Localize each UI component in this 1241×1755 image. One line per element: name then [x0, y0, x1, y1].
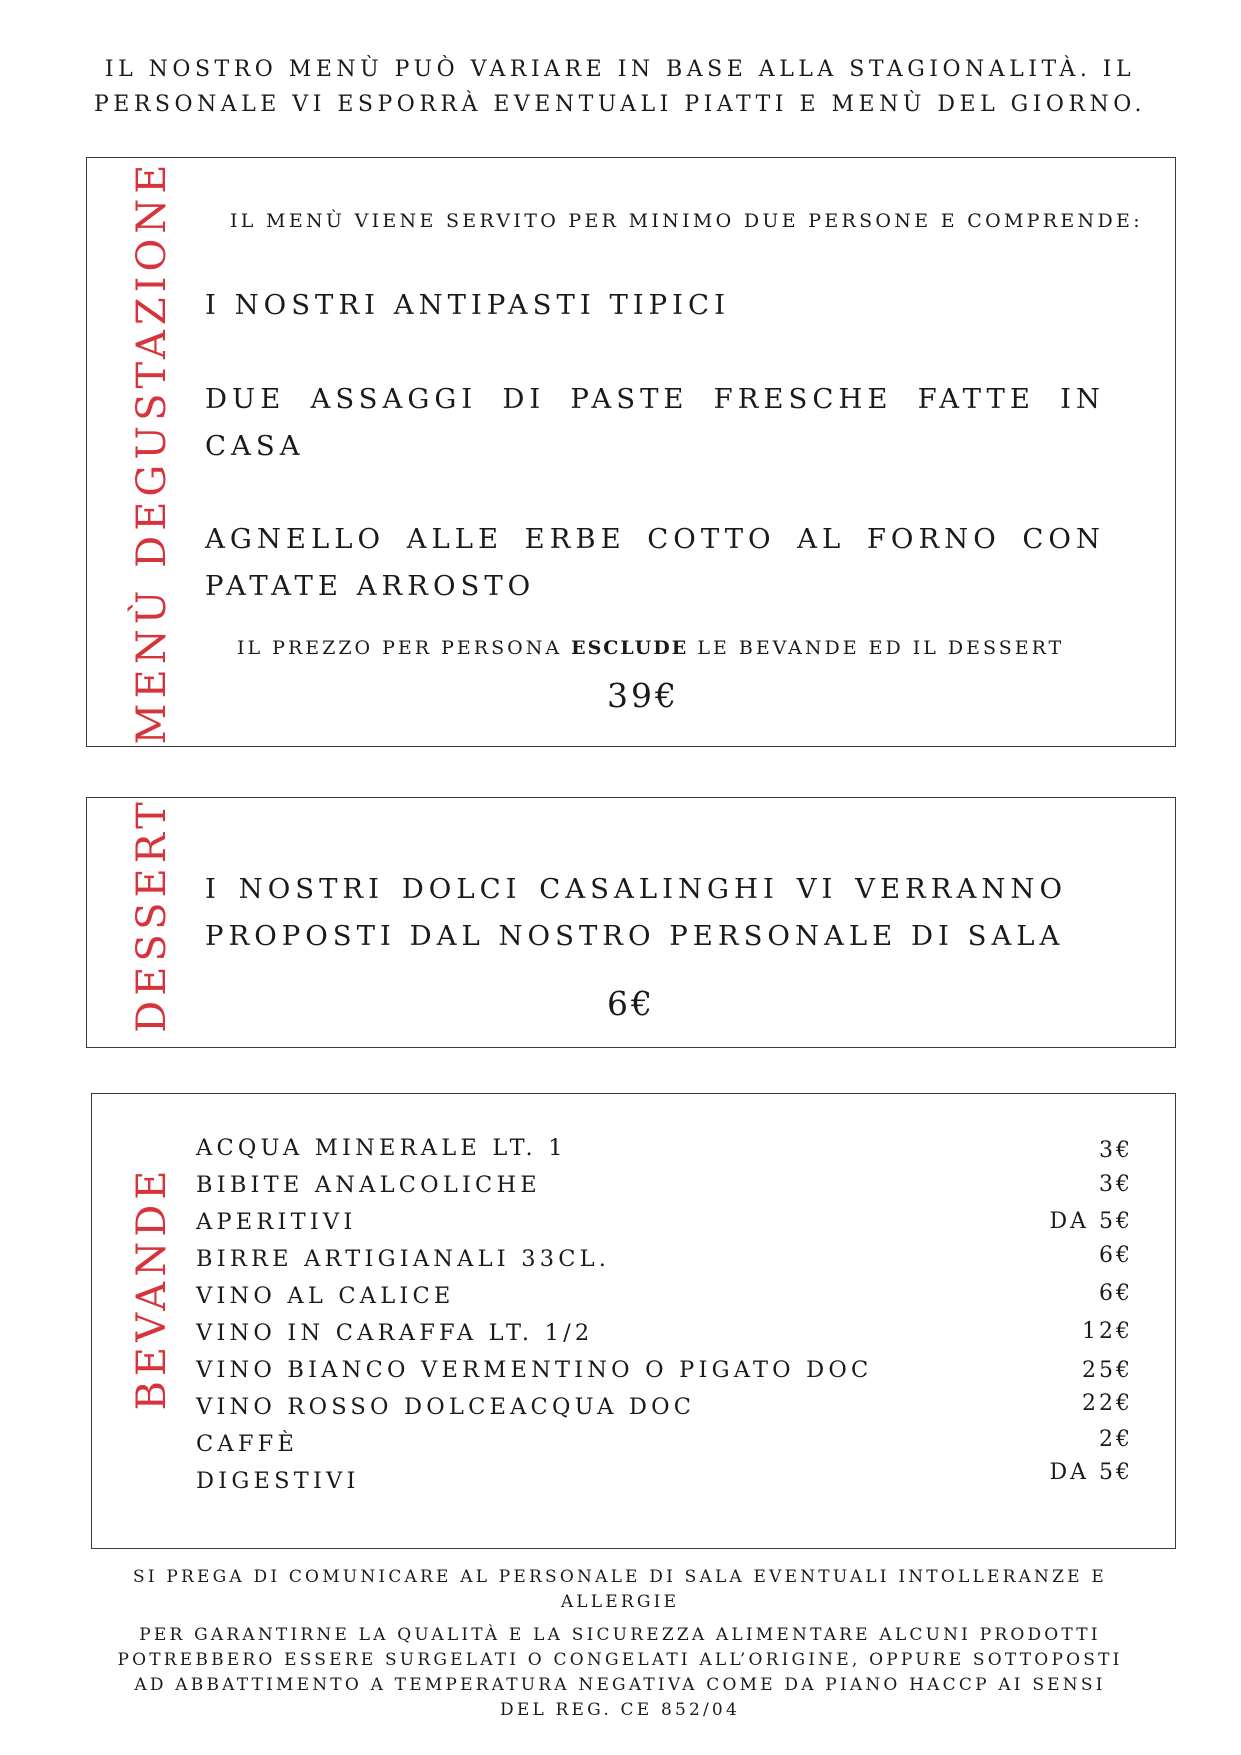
note-before: IL PREZZO PER PERSONA — [237, 637, 563, 659]
drink-name: VINO IN CARAFFA LT. 1/2 — [196, 1320, 594, 1346]
drink-price: 3€ — [1099, 1172, 1133, 1197]
drink-price: 25€ — [1082, 1358, 1133, 1383]
drink-price: 22€ — [1082, 1391, 1133, 1416]
drink-price: DA 5€ — [1049, 1460, 1133, 1485]
note-after: LE BEVANDE ED IL DESSERT — [697, 637, 1065, 659]
drink-name: VINO ROSSO DOLCEACQUA DOC — [196, 1394, 696, 1420]
note-bold: ESCLUDE — [571, 637, 689, 659]
drink-price: DA 5€ — [1049, 1209, 1133, 1234]
drink-price: 6€ — [1099, 1243, 1133, 1268]
bevande-title: BEVANDE — [129, 1165, 175, 1411]
drink-name: CAFFÈ — [196, 1431, 299, 1457]
degustazione-price-note — [237, 637, 1064, 659]
course-antipasti: I NOSTRI ANTIPASTI TIPICI — [205, 289, 730, 321]
degustazione-title: MENÙ DEGUSTAZIONE — [129, 159, 175, 745]
dessert-price: 6€ — [607, 984, 655, 1023]
drink-name: APERITIVI — [196, 1209, 357, 1235]
dessert-title: DESSERT — [129, 797, 175, 1033]
degustazione-price: 39€ — [607, 676, 679, 715]
drink-name: ACQUA MINERALE LT. 1 — [196, 1135, 567, 1161]
degustazione-intro: IL MENÙ VIENE SERVITO PER MINIMO DUE PERSONE E COMPRENDE: — [230, 210, 1143, 232]
dessert-text: I NOSTRI DOLCI CASALINGHI VI VERRANNO PROPOSTI DAL NOSTRO PERSONALE DI SALA — [205, 873, 1067, 952]
drink-name: VINO AL CALICE — [196, 1283, 455, 1309]
drink-price: 3€ — [1099, 1138, 1133, 1163]
drink-name: VINO BIANCO VERMENTINO O PIGATO DOC — [196, 1357, 873, 1383]
course-agnello: AGNELLO ALLE ERBE COTTO AL FORNO CON PATATE ARROSTO — [205, 523, 1105, 602]
seasonality-notice: IL NOSTRO MENÙ PUÒ VARIARE IN BASE ALLA STAGIONALITÀ. IL PERSONALE VI ESPORRÀ EVENTUALI PIATTI E MENÙ DEL GIORNO. — [93, 57, 1147, 117]
haccp-notice: PER GARANTIRNE LA QUALITÀ E LA SICUREZZA ALIMENTARE ALCUNI PRODOTTI POTREBBERO ESSERE SURGELATI O CONGELATI ALL’ORIGINE, OPPURE SOTTOPOSTI AD ABBATTIMENTO A TEMPERATURA NEGATIVA COME DA PIANO HACCP AI SENSI DEL REG. CE 852/04 — [117, 1625, 1123, 1720]
drink-name: DIGESTIVI — [196, 1468, 360, 1494]
drink-name: BIRRE ARTIGIANALI 33CL. — [196, 1246, 611, 1272]
drink-price: 6€ — [1099, 1281, 1133, 1306]
drink-name: BIBITE ANALCOLICHE — [196, 1172, 541, 1198]
allergy-notice: SI PREGA DI COMUNICARE AL PERSONALE DI SALA EVENTUALI INTOLLERANZE E ALLERGIE — [133, 1567, 1107, 1612]
drink-price: 12€ — [1082, 1319, 1133, 1344]
course-paste: DUE ASSAGGI DI PASTE FRESCHE FATTE IN CASA — [205, 383, 1105, 462]
drink-price: 2€ — [1099, 1427, 1133, 1452]
